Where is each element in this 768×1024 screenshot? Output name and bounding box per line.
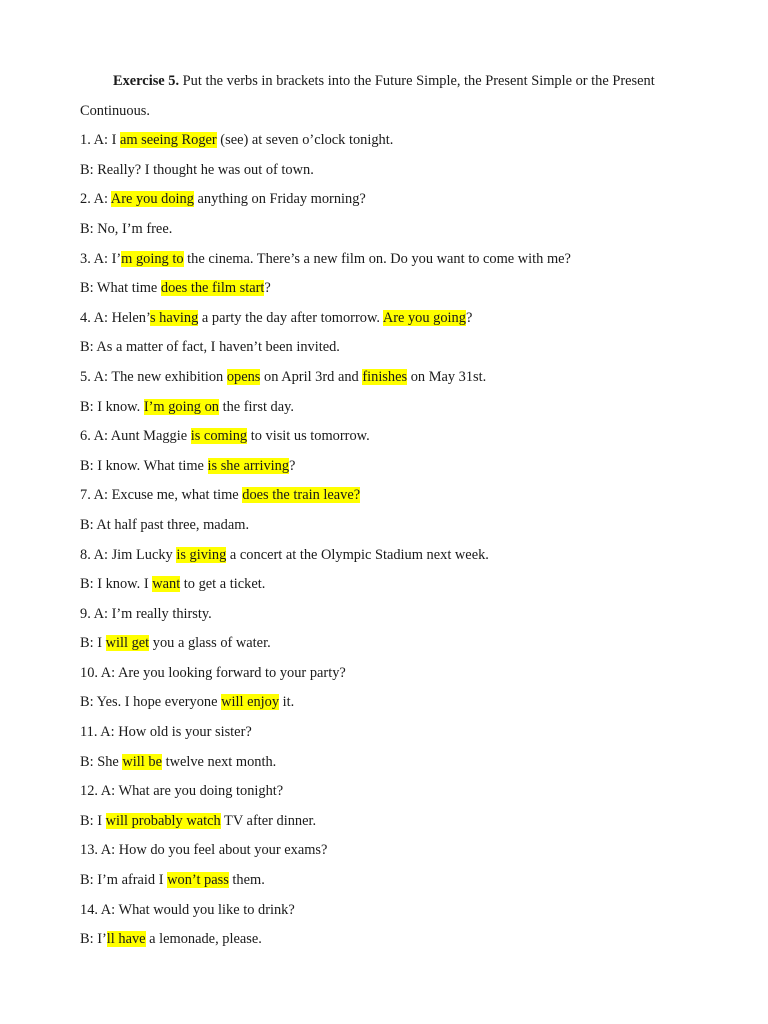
line-text: B: As a matter of fact, I haven’t been invited. — [80, 339, 340, 356]
dialogue-line — [80, 866, 728, 896]
line-text: B: What time — [80, 280, 161, 297]
highlighted-answer: will be — [122, 753, 162, 770]
dialogue-line — [80, 659, 728, 689]
line-text: B: She — [80, 753, 123, 770]
line-text: 3. A: I’ — [80, 250, 122, 267]
line-text: ? — [264, 280, 271, 297]
line-text: on April 3rd and — [260, 368, 363, 385]
line-text: (see) at seven o’clock tonight. — [216, 132, 394, 149]
dialogue-line — [80, 925, 728, 955]
dialogue-line — [80, 688, 728, 718]
highlighted-answer: is giving — [176, 546, 227, 563]
dialogue-line — [80, 185, 728, 215]
dialogue-line — [80, 511, 728, 541]
line-text: to get a ticket. — [180, 576, 266, 593]
line-text: B: Yes. I hope everyone — [80, 694, 222, 711]
line-text: B: At half past three, madam. — [80, 516, 250, 533]
line-text: 12. A: What are you doing tonight? — [80, 783, 284, 800]
line-text: a lemonade, please. — [145, 931, 262, 948]
line-text: B: Really? I thought he was out of town. — [80, 161, 314, 178]
line-text: 8. A: Jim Lucky — [80, 546, 177, 563]
highlighted-answer: opens — [226, 368, 261, 385]
line-text: B: I know. I — [80, 576, 153, 593]
highlighted-answer: will get — [105, 635, 150, 652]
dialogue-line — [80, 304, 728, 334]
highlighted-answer: does the film start — [160, 280, 265, 297]
exercise-instruction-continued: Continuous. — [80, 102, 150, 119]
line-text: the first day. — [218, 398, 294, 415]
line-text: a concert at the Olympic Stadium next week. — [226, 546, 489, 563]
line-text: 1. A: I — [80, 132, 120, 149]
line-text: 14. A: What would you like to drink? — [80, 901, 295, 918]
line-text: 9. A: I’m really thirsty. — [80, 605, 212, 622]
highlighted-answer: I’m going on — [143, 398, 219, 415]
line-text: the cinema. There’s a new film on. Do you want to come with me? — [183, 250, 571, 267]
highlighted-answer: won’t pass — [167, 872, 229, 889]
highlighted-answer: Are you doing — [110, 191, 194, 208]
highlighted-answer: is she arriving — [207, 457, 290, 474]
line-text: B: I know. — [80, 398, 144, 415]
dialogue-line — [80, 126, 728, 156]
highlighted-answer: will enjoy — [221, 694, 280, 711]
line-text: anything on Friday morning? — [193, 191, 366, 208]
line-text: you a glass of water. — [149, 635, 271, 652]
line-text: ? — [289, 457, 296, 474]
line-text: on May 31st. — [407, 368, 487, 385]
line-text: 7. A: Excuse me, what time — [80, 487, 243, 504]
dialogue-line — [80, 481, 728, 511]
line-text: ? — [465, 309, 473, 326]
line-text: them. — [228, 872, 265, 889]
highlighted-answer: Are you going — [382, 309, 466, 326]
highlighted-answer: does the train leave? — [242, 487, 361, 504]
dialogue-line — [80, 600, 728, 630]
line-text: 5. A: The new exhibition — [80, 368, 227, 385]
line-text: B: I — [80, 812, 106, 829]
dialogue-line — [80, 807, 728, 837]
line-text: B: I’m afraid I — [80, 872, 168, 889]
exercise-instruction: Put the verbs in brackets into the Future Simple, the Present Simple or the Present — [179, 73, 655, 89]
line-text: 13. A: How do you feel about your exams? — [80, 842, 328, 859]
line-text: B: I — [80, 635, 106, 652]
dialogue-line — [80, 422, 728, 452]
line-text: a party the day after tomorrow. — [198, 309, 383, 326]
highlighted-answer: want — [152, 576, 181, 593]
line-text: it. — [279, 694, 295, 711]
highlighted-answer: m going to — [121, 250, 184, 267]
dialogue-line — [80, 333, 728, 363]
highlighted-answer: ll have — [106, 931, 146, 948]
line-text: B: I know. What time — [80, 457, 208, 474]
dialogue-line — [80, 570, 728, 600]
dialogue-line — [80, 836, 728, 866]
dialogue-line — [80, 452, 728, 482]
line-text: twelve next month. — [161, 753, 277, 770]
dialogue-line — [80, 718, 728, 748]
line-text: 4. A: Helen’ — [80, 309, 150, 326]
highlighted-answer: am seeing Roger — [119, 132, 217, 149]
dialogue-line — [80, 245, 728, 275]
line-text: B: I’ — [80, 931, 107, 948]
highlighted-answer: finishes — [362, 368, 408, 385]
dialogue-line — [80, 215, 728, 245]
line-text: B: No, I’m free. — [80, 220, 173, 237]
exercise-heading — [80, 67, 728, 97]
highlighted-answer: is coming — [190, 428, 248, 445]
line-text: 11. A: How old is your sister? — [80, 724, 252, 741]
dialogue-line — [80, 274, 728, 304]
dialogue-line — [80, 393, 728, 423]
dialogue-list — [80, 126, 728, 955]
dialogue-line — [80, 156, 728, 186]
line-text: 6. A: Aunt Maggie — [80, 428, 191, 445]
highlighted-answer: s having — [149, 309, 199, 326]
line-text: TV after dinner. — [220, 812, 317, 829]
dialogue-line — [80, 363, 728, 393]
dialogue-line — [80, 541, 728, 571]
highlighted-answer: will probably watch — [105, 812, 221, 829]
dialogue-line — [80, 748, 728, 778]
exercise-label: Exercise 5. — [113, 73, 180, 89]
dialogue-line — [80, 629, 728, 659]
line-text: 10. A: Are you looking forward to your party? — [80, 664, 346, 681]
line-text: 2. A: — [80, 191, 111, 208]
dialogue-line — [80, 896, 728, 926]
line-text: to visit us tomorrow. — [247, 428, 370, 445]
dialogue-line — [80, 777, 728, 807]
